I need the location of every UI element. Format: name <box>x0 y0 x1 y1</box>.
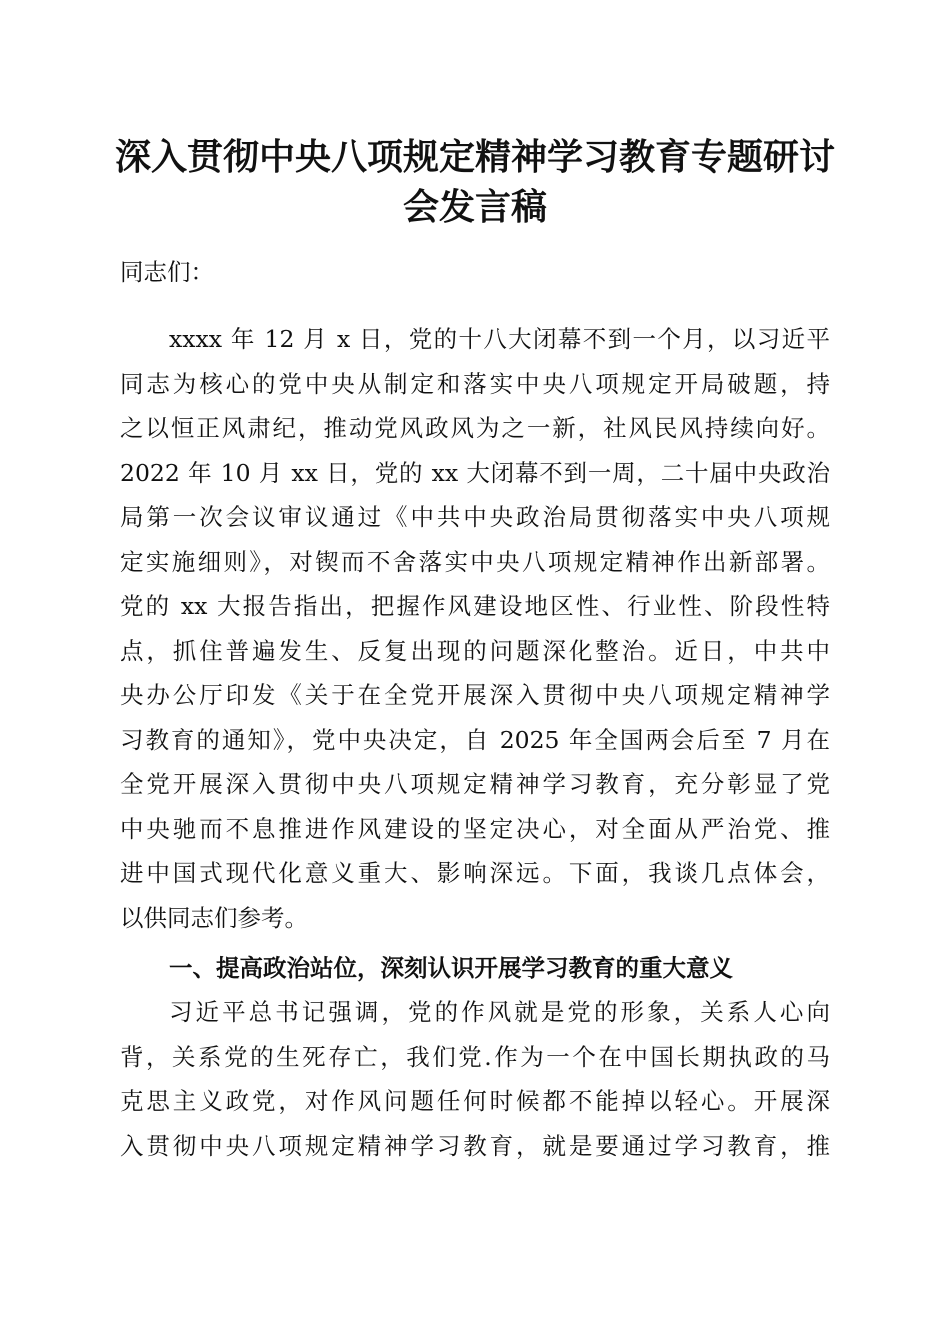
paragraph-1 <box>120 317 830 940</box>
paragraph-2-line: 入贯彻中央八项规定精神学习教育，就是要通过学习教育，推 <box>120 1131 830 1160</box>
title-line-1: 深入贯彻中央八项规定精神学习教育专题研讨 <box>114 136 835 178</box>
paragraph-1-line: 党的 xx 大报告指出，把握作风建设地区性、行业性、阶段性特 <box>120 592 830 620</box>
salutation: 同志们： <box>120 258 214 286</box>
paragraph-1-line: 中央驰而不息推进作风建设的坚定决心，对全面从严治党、推 <box>120 814 830 843</box>
paragraph-1-line: 央办公厅印发《关于在全党开展深入贯彻中央八项规定精神学 <box>120 681 830 709</box>
paragraph-1-line: 定实施细则》，对锲而不舍落实中央八项规定精神作出新部署。 <box>120 547 830 576</box>
paragraph-2 <box>120 990 830 1168</box>
title-line-2: 会发言稿 <box>402 186 547 228</box>
paragraph-1-line: 之以恒正风肃纪，推动党风政风为之一新，社风民风持续向好。 <box>120 414 830 442</box>
paragraph-1-line: 点，抓住普遍发生、反复出现的问题深化整治。近日，中共中 <box>120 636 830 665</box>
paragraph-1-line: 2022 年 10 月 xx 日，党的 xx 大闭幕不到一周，二十届中央政治 <box>120 458 830 487</box>
paragraph-1-line: 局第一次会议审议通过《中共中央政治局贯彻落实中央八项规 <box>120 503 830 531</box>
document-title <box>100 132 850 232</box>
paragraph-1-line: 同志为核心的党中央从制定和落实中央八项规定开局破题，持 <box>120 369 830 398</box>
paragraph-1-line: 进中国式现代化意义重大、影响深远。下面，我谈几点体会， <box>120 859 830 887</box>
paragraph-2-line: 习近平总书记强调，党的作风就是党的形象，关系人心向 <box>169 998 830 1026</box>
paragraph-2-line: 克思主义政党，对作风问题任何时候都不能掉以轻心。开展深 <box>120 1087 830 1115</box>
paragraph-1-line: 全党开展深入贯彻中央八项规定精神学习教育，充分彰显了党 <box>120 770 830 798</box>
paragraph-1-line: xxxx 年 12 月 x 日，党的十八大闭幕不到一个月，以习近平 <box>169 325 830 353</box>
paragraph-1-line: 习教育的通知》，党中央决定，自 2025 年全国两会后至 7 月在 <box>120 725 830 754</box>
paragraph-1-line: 以供同志们参考。 <box>120 903 308 932</box>
paragraph-2-line: 背，关系党的生死存亡，我们党.作为一个在中国长期执政的马 <box>120 1042 830 1071</box>
section-heading-1: 一、提高政治站位，深刻认识开展学习教育的重大意义 <box>169 954 733 982</box>
